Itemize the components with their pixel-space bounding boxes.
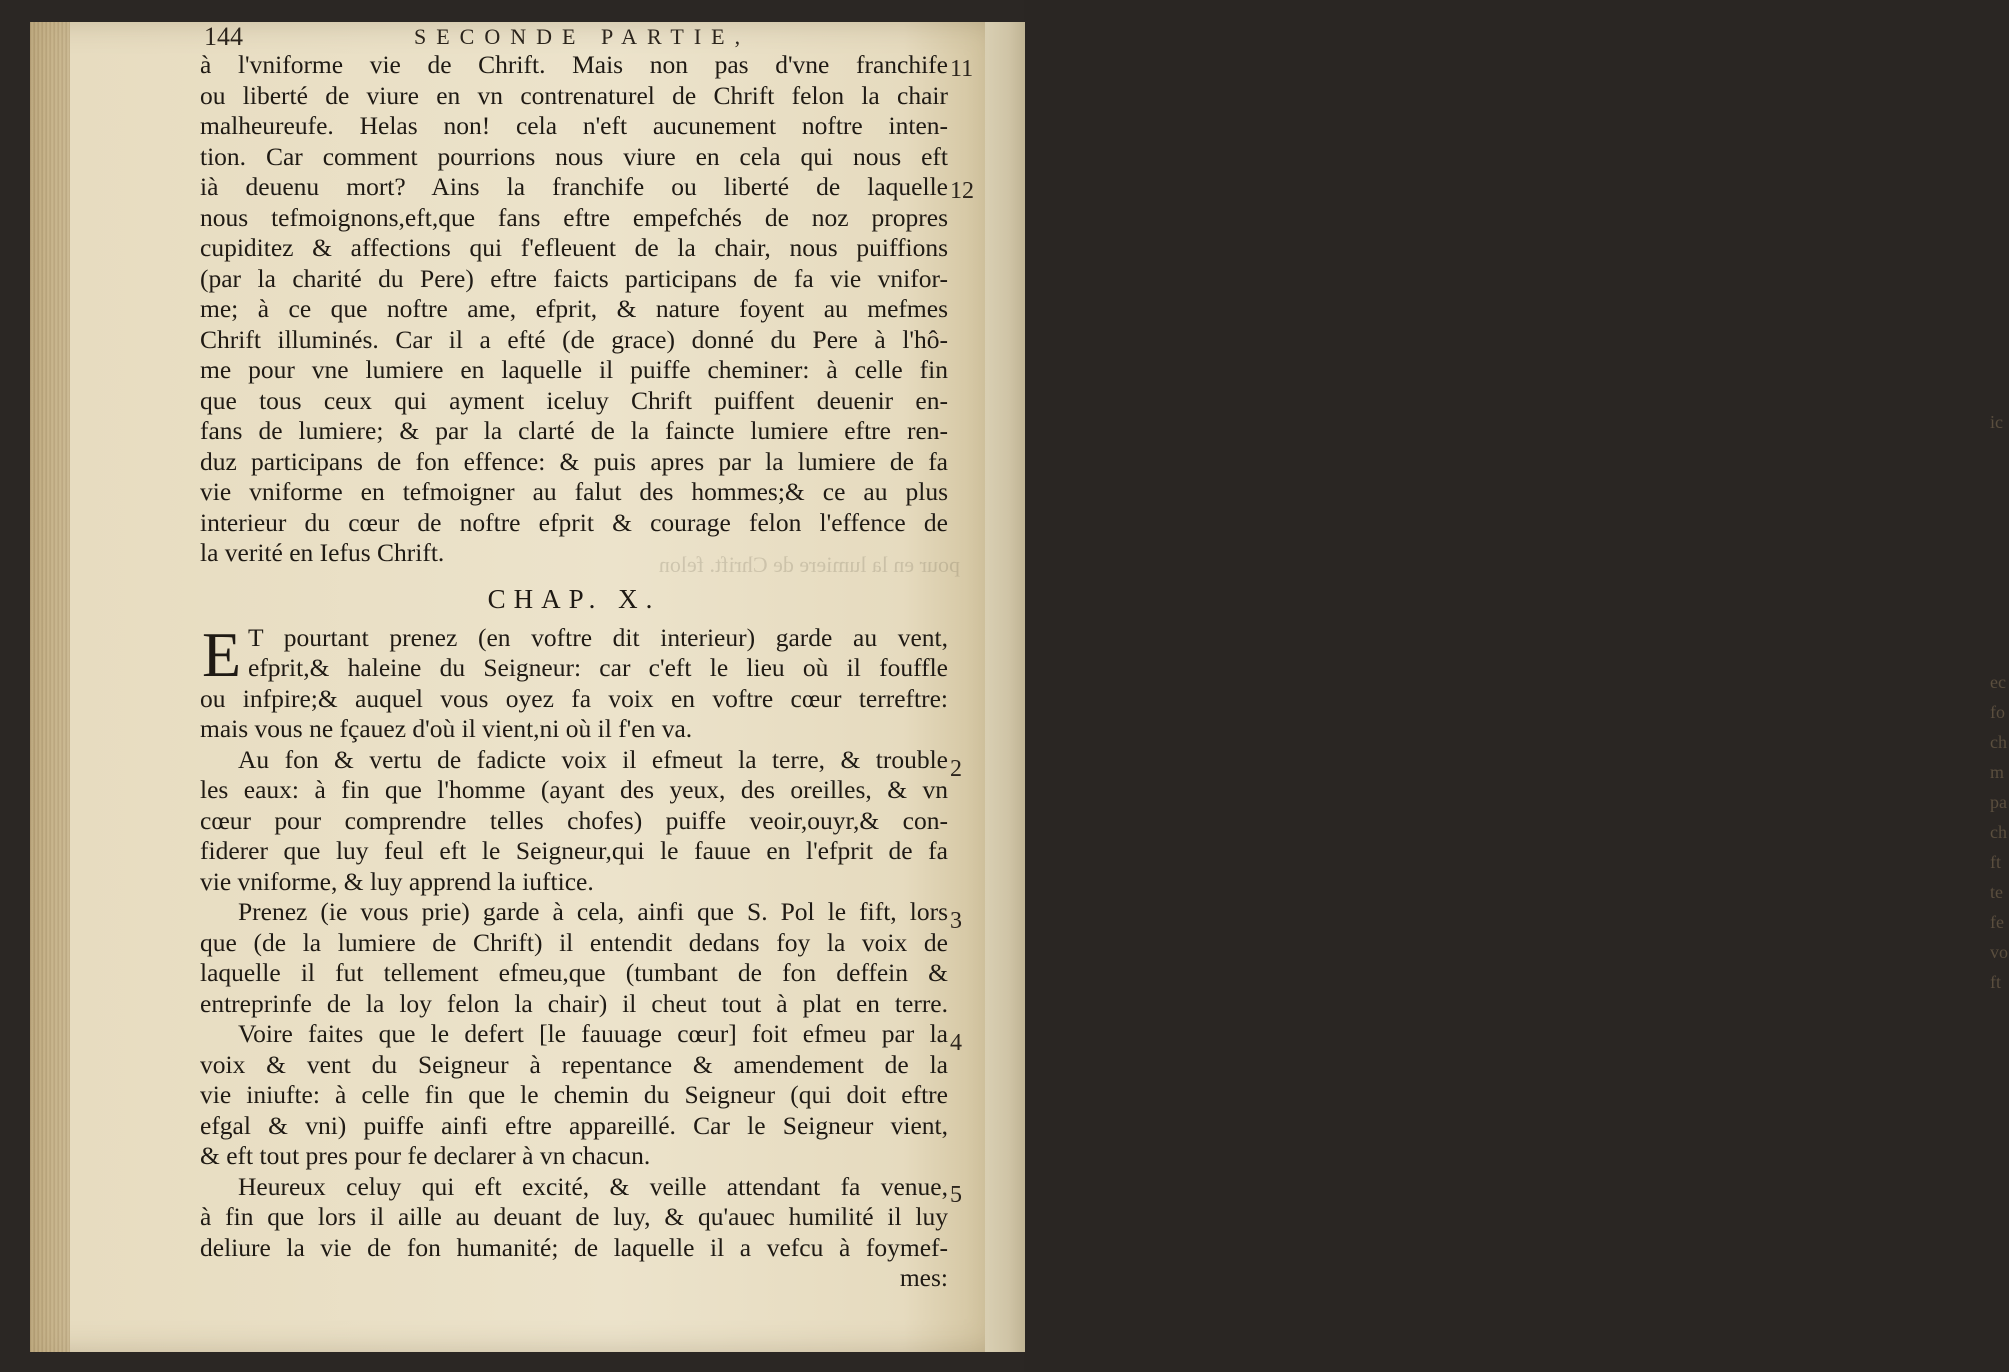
- text-line: ià deuenu mort? Ains la franchife ou liberté de laquelle: [200, 172, 948, 201]
- text-line: nous tefmoignons,eft,que fans eftre empefchés de noz propres: [200, 202, 948, 232]
- text-line: vie vniforme, & luy apprend la iuftice.: [200, 866, 594, 896]
- text-line: ou infpire;& auquel vous oyez fa voix en voftre cœur terreftre:: [200, 683, 948, 713]
- drop-cap: E: [202, 618, 242, 690]
- text-line: à fin que lors il aille au deuant de luy, & qu'auec humilité il luy: [200, 1202, 948, 1231]
- text-line: Prenez (ie vous prie) garde à cela, ainfi que S. Pol le fift, lors: [238, 897, 948, 926]
- text-line: malheureufe. Helas non! cela n'eft aucunement noftre inten-: [200, 111, 948, 140]
- fragment: ec: [1990, 672, 2006, 692]
- text-line: les eaux: à fin que l'homme (ayant des yeux, des oreilles, & vn: [200, 775, 948, 804]
- text-line: que tous ceux qui ayment iceluy Chrift puiffent deuenir en-: [200, 385, 948, 415]
- catchword: mes:: [899, 1263, 948, 1292]
- fragment: vo: [1990, 942, 2008, 962]
- page-stack-edges: [30, 22, 70, 1352]
- text-line: Voire faites que le defert [le fauuage cœur] foit efmeu par la: [238, 1019, 948, 1048]
- text-line: cœur pour comprendre telles chofes) puiffe veoir,ouyr,& con-: [200, 805, 948, 835]
- text-line: vie iniufte: à celle fin que le chemin du Seigneur (qui doit eftre: [200, 1080, 948, 1109]
- text-line: que (de la lumiere de Chrift) il entendit dedans foy la voix de: [200, 927, 948, 957]
- text-line: efgal & vni) puiffe ainfi eftre appareillé. Car le Seigneur vient,: [200, 1110, 948, 1140]
- fragment: pa: [1990, 792, 2007, 812]
- body-text: [200, 50, 948, 1294]
- text-line: & eft tout pres pour fe declarer à vn chacun.: [200, 1141, 651, 1170]
- fragment: ic: [1990, 412, 2003, 432]
- fragment: te: [1990, 882, 2003, 902]
- fragment: fo: [1990, 702, 2005, 722]
- margin-verse-number: 11: [950, 56, 974, 82]
- text-line: laquelle il fut tellement efmeu,que (tumbant de fon deffein &: [200, 958, 948, 987]
- text-line: à l'vniforme vie de Chrift. Mais non pas d'vne franchife: [200, 50, 948, 79]
- text-line: cupiditez & affections qui f'efleuent de la chair, nous puiffions: [200, 233, 948, 262]
- bleed-through-text: pour en la lumiere de Chrift. felon: [658, 552, 960, 577]
- running-title: SECONDE PARTIE,: [414, 24, 751, 49]
- text-line: entreprinfe de la loy felon la chair) il cheut tout à plat en terre.: [200, 988, 948, 1018]
- text-line: efprit,& haleine du Seigneur: car c'eft le lieu où il fouffle: [248, 653, 948, 682]
- fragment: m: [1990, 762, 2005, 782]
- margin-verse-number: 4: [950, 1030, 962, 1056]
- text-line: la verité en Iefus Chrift.: [200, 538, 445, 567]
- page-header: [204, 20, 944, 50]
- text-line: deliure la vie de fon humanité; de laquelle il a vefcu à foymef-: [200, 1232, 948, 1262]
- margin-verse-number: 3: [950, 908, 962, 934]
- text-line: mais vous ne fçauez d'où il vient,ni où il f'en va.: [200, 714, 693, 743]
- chapter-opening: [200, 618, 948, 690]
- margin-verse-number: 12: [950, 178, 974, 204]
- text-line: tion. Car comment pourrions nous viure en cela qui nous eft: [200, 141, 948, 171]
- text-line: me pour vne lumiere en laquelle il puiffe cheminer: à celle fin: [200, 355, 948, 384]
- fragment: ch: [1990, 822, 2007, 842]
- text-line: me; à ce que noftre ame, efprit, & nature foyent au mefmes: [200, 294, 948, 323]
- text-line: (par la charité du Pere) eftre faicts participans de fa vie vnifor-: [200, 263, 948, 293]
- text-line: duz participans de fon effence: & puis apres par la lumiere de fa: [200, 446, 948, 476]
- gutter: [985, 22, 2008, 1352]
- fragment: ft: [1990, 972, 2001, 992]
- text-line: vie vniforme en tefmoigner au falut des hommes;& ce au plus: [200, 477, 948, 506]
- text-line: T pourtant prenez (en voftre dit interieur) garde au vent,: [248, 622, 948, 652]
- text-line: Chrift illuminés. Car il a efté (de grace) donné du Pere à l'hô-: [200, 324, 948, 354]
- text-line: voix & vent du Seigneur à repentance & amendement de la: [200, 1049, 948, 1079]
- text-line: Heureux celuy qui eft excité, & veille attendant fa venue,: [238, 1171, 948, 1201]
- chapter-heading: CHAP. X.: [487, 583, 661, 614]
- text-line: Au fon & vertu de fadicte voix il efmeut la terre, & trouble: [238, 744, 948, 774]
- next-page-fragments: [1988, 82, 2009, 1282]
- fragment: ft: [1990, 852, 2001, 872]
- text-line: ou liberté de viure en vn contrenaturel de Chrift felon la chair: [200, 80, 948, 110]
- fragment: fe: [1990, 912, 2004, 932]
- text-line: interieur du cœur de noftre efprit & courage felon l'effence de: [200, 507, 948, 537]
- page-number: 144: [204, 22, 243, 51]
- margin-verse-number: 2: [950, 756, 962, 782]
- text-line: fans de lumiere; & par la clarté de la faincte lumiere eftre ren-: [200, 416, 948, 445]
- text-line: fiderer que luy feul eft le Seigneur,qui le fauue en l'efprit de fa: [200, 836, 948, 865]
- margin-verse-number: 5: [950, 1182, 962, 1208]
- fragment: ch: [1990, 732, 2007, 752]
